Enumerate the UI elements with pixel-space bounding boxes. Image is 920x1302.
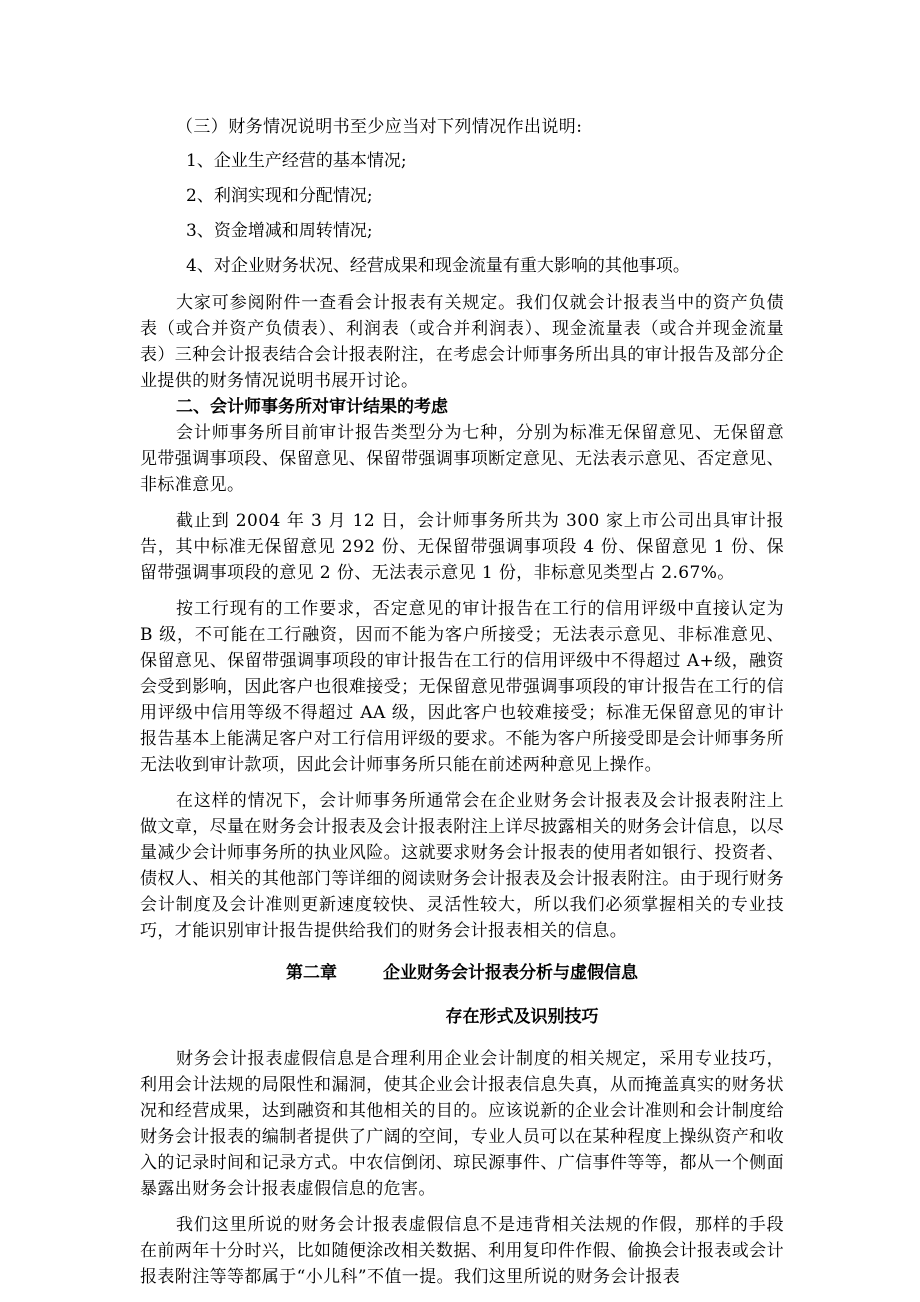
chapter-label: 第二章 — [286, 963, 337, 983]
list-item-3: 3、资金增减和周转情况; — [186, 221, 373, 241]
paragraph-report-types: 会计师事务所目前审计报告类型分为七种，分别为标准无保留意见、无保留意见带强调事项段、保留意见、保留带强调事项断定意见、无法表示意见、否定意见、非标准意见。 — [140, 423, 784, 495]
list-item-4: 4、对企业财务状况、经营成果和现金流量有重大影响的其他事项。 — [186, 256, 690, 276]
paragraph-icbc-rating: 按工行现有的工作要求，否定意见的审计报告在工行的信用评级中直接认定为 B 级，不可能在工行融资，因而不能为客户所接受；无法表示意见、非标准意见、保留意见、保留带强调事项段的审计报告在工行的信用评级中不得超过 A+级，融资会受到影响，因此客户也很难接受；无保留意见带强调事项段的审计报告在工行的信用评级中信用等级不得超过 AA 级，因此客户也较难接受；标准无保留意见的审计报告基本上能满足客户对工行信用评级的要求。不能为客户所接受即是会计师事务所无法收到审计款项，因此会计师事务所只能在前述两种意见上操作。 — [140, 599, 784, 775]
document-body — [140, 114, 784, 1290]
list-item-2: 2、利润实现和分配情况; — [186, 186, 373, 206]
section3-intro: （三）财务情况说明书至少应当对下列情况作出说明: — [176, 117, 583, 137]
paragraph-false-info: 财务会计报表虚假信息是合理利用企业会计制度的相关规定，采用专业技巧，利用会计法规的局限性和漏洞，使其企业会计报表信息失真，从而掩盖真实的财务状况和经营成果，达到融资和其他相关的目的。应该说新的企业会计准则和会计制度给财务会计报表的编制者提供了广阔的空间，专业人员可以在某种程度上操纵资产和收入的记录时间和记录方式。中农信倒闭、琼民源事件、广信事件等等，都从一个侧面暴露出财务会计报表虚假信息的危害。 — [140, 1049, 784, 1199]
chapter-subtitle: 存在形式及识别技巧 — [445, 1007, 599, 1027]
list-item-1: 1、企业生产经营的基本情况; — [186, 151, 407, 171]
chapter-title — [140, 958, 784, 988]
paragraph-situation: 在这样的情况下，会计师事务所通常会在企业财务会计报表及会计报表附注上做文章，尽量在财务会计报表及会计报表附注上详尽披露相关的财务会计信息，以尽量减少会计师事务所的执业风险。这就要求财务会计报表的使用者如银行、投资者、债权人、相关的其他部门等详细的阅读财务会计报表及会计报表附注。由于现行财务会计制度及会计准则更新速度较快、灵活性较大，所以我们必须掌握相关的专业技巧，才能识别审计报告提供给我们的财务会计报表相关的信息。 — [140, 791, 784, 941]
paragraph-forgery: 我们这里所说的财务会计报表虚假信息不是违背相关法规的作假，那样的手段在前两年十分时兴，比如随便涂改相关数据、利用复印件作假、偷换会计报表或会计报表附注等等都属于“小儿科”不值一提。我们这里所说的财务会计报表 — [140, 1215, 784, 1287]
paragraph-statistics: 截止到 2004 年 3 月 12 日，会计师事务所共为 300 家上市公司出具审计报告，其中标准无保留意见 292 份、无保留带强调事项段 4 份、保留意见 1 份、保留带强调事项段的意见 2 份、无法表示意见 1 份，非标意见类型占 2.67%。 — [140, 511, 784, 583]
paragraph-reference: 大家可参阅附件一查看会计报表有关规定。我们仅就会计报表当中的资产负债表（或合并资产负债表）、利润表（或合并利润表）、现金流量表（或合并现金流量表）三种会计报表结合会计报表附注，在考虑会计师事务所出具的审计报告及部分企业提供的财务情况说明书展开讨论。 — [140, 293, 784, 391]
chapter-title-text: 企业财务会计报表分析与虚假信息 — [383, 963, 638, 983]
section-heading-2: 二、会计师事务所对审计结果的考虑 — [176, 397, 448, 417]
